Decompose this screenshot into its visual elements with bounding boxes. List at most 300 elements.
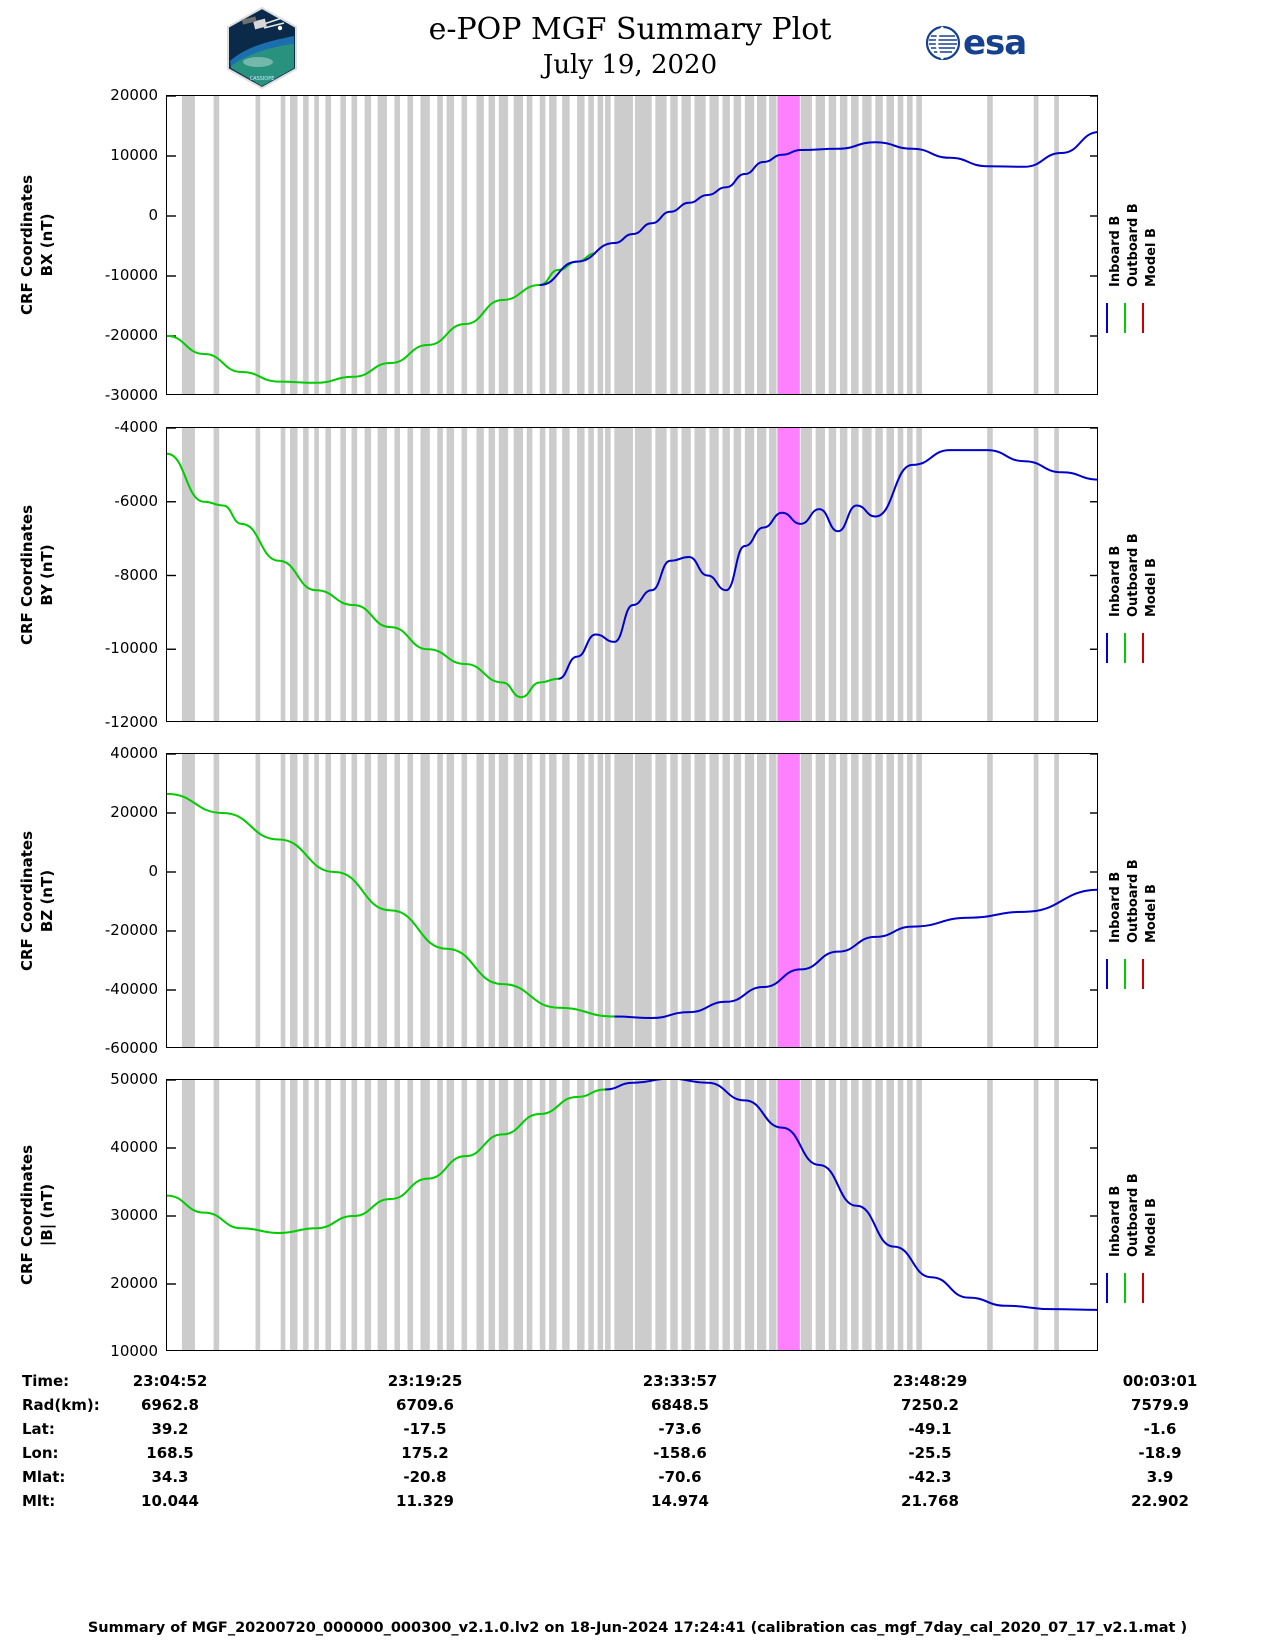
shading-band-gray bbox=[562, 1080, 569, 1351]
y-tick-label: -6000 bbox=[114, 491, 158, 510]
shading-band-gray bbox=[916, 754, 922, 1048]
table-cell: -25.5 bbox=[908, 1444, 952, 1462]
shading-band-gray bbox=[340, 428, 346, 722]
shading-band-magenta bbox=[777, 1080, 799, 1351]
shading-band-gray bbox=[499, 428, 508, 722]
shading-band-gray bbox=[670, 428, 677, 722]
shading-band-magenta bbox=[777, 96, 799, 395]
shading-band-gray bbox=[314, 96, 319, 395]
shading-band-gray bbox=[987, 96, 993, 395]
plot-area-1 bbox=[166, 427, 1098, 722]
table-row-label: Mlt: bbox=[22, 1492, 56, 1510]
shading-band-gray bbox=[598, 428, 604, 722]
shading-band-gray bbox=[421, 1080, 430, 1351]
shading-band-gray bbox=[851, 1080, 858, 1351]
legend-swatch-0 bbox=[1106, 1273, 1108, 1303]
plot-area-2 bbox=[166, 753, 1098, 1048]
shading-band-gray bbox=[816, 96, 825, 395]
shading-band-gray bbox=[447, 1080, 454, 1351]
shading-band-gray bbox=[655, 754, 666, 1048]
shading-band-gray bbox=[916, 1080, 922, 1351]
shading-band-gray bbox=[862, 96, 871, 395]
shading-band-gray bbox=[816, 754, 825, 1048]
table-row-label: Lat: bbox=[22, 1420, 55, 1438]
y-tick-label: 0 bbox=[148, 862, 158, 880]
shading-band-gray bbox=[801, 428, 812, 722]
shading-band-gray bbox=[987, 1080, 993, 1351]
shading-band-gray bbox=[407, 1080, 413, 1351]
shading-band-gray bbox=[462, 96, 468, 395]
y-tick-label: -4000 bbox=[114, 418, 158, 436]
y-axis-label: CRF Coordinates bbox=[18, 830, 36, 971]
table-cell: -158.6 bbox=[653, 1444, 707, 1462]
shading-band-gray bbox=[614, 754, 633, 1048]
table-cell: 11.329 bbox=[396, 1492, 454, 1510]
shading-band-gray bbox=[437, 428, 443, 722]
shading-band-gray bbox=[916, 428, 922, 722]
shading-band-gray bbox=[489, 96, 496, 395]
shading-band-gray bbox=[394, 96, 400, 395]
shading-band-gray bbox=[562, 96, 569, 395]
y-tick-label: 10000 bbox=[110, 146, 158, 164]
legend-swatch-1 bbox=[1124, 959, 1126, 989]
shading-band-gray bbox=[499, 1080, 508, 1351]
shading-band-gray bbox=[476, 1080, 483, 1351]
footer-text: Summary of MGF_20200720_000000_000300_v2.1.0.lv2 on 18-Jun-2024 17:24:41 (calibration cas_mgf_7day_cal_2020_07_17_v2.1.mat ) bbox=[87, 1620, 1188, 1636]
shading-band-gray bbox=[256, 428, 261, 722]
shading-band-gray bbox=[655, 96, 666, 395]
shading-band-gray bbox=[437, 96, 443, 395]
mission-patch-icon bbox=[222, 6, 302, 90]
shading-band-gray bbox=[709, 96, 718, 395]
shading-band-gray bbox=[840, 96, 847, 395]
shading-band-gray bbox=[281, 1080, 286, 1351]
shading-band-gray bbox=[840, 1080, 847, 1351]
shading-band-gray bbox=[655, 1080, 666, 1351]
y-tick-label: -10000 bbox=[104, 266, 158, 284]
table-cell: 7579.9 bbox=[1131, 1396, 1189, 1414]
shading-band-gray bbox=[907, 96, 913, 395]
y-tick-label: -20000 bbox=[104, 921, 158, 939]
plot-canvas-3 bbox=[167, 1080, 1098, 1351]
shading-band-gray bbox=[214, 754, 220, 1048]
legend-label-1: Outboard B bbox=[1126, 203, 1141, 287]
shading-band-gray bbox=[1034, 1080, 1039, 1351]
shading-band-gray bbox=[801, 96, 812, 395]
plot-area-3 bbox=[166, 1079, 1098, 1351]
y-tick-label: 20000 bbox=[110, 1274, 158, 1292]
shading-band-gray bbox=[214, 96, 220, 395]
shading-band-gray bbox=[447, 96, 454, 395]
y-axis-label: BZ (nT) bbox=[38, 869, 56, 932]
shading-band-gray bbox=[829, 428, 836, 722]
shading-band-gray bbox=[1034, 428, 1039, 722]
shading-band-gray bbox=[407, 754, 413, 1048]
y-axis-label: |B| (nT) bbox=[38, 1183, 56, 1247]
shading-band-gray bbox=[887, 96, 894, 395]
y-tick-label: 40000 bbox=[110, 1138, 158, 1156]
shading-band-gray bbox=[816, 428, 825, 722]
shading-band-gray bbox=[695, 754, 706, 1048]
shading-band-gray bbox=[816, 1080, 825, 1351]
shading-band-gray bbox=[447, 428, 454, 722]
shading-band-gray bbox=[540, 428, 546, 722]
shading-band-gray bbox=[256, 754, 261, 1048]
legend-swatch-0 bbox=[1106, 633, 1108, 663]
shading-band-gray bbox=[757, 754, 766, 1048]
shading-band-gray bbox=[745, 1080, 754, 1351]
shading-band-gray bbox=[527, 428, 533, 722]
shading-band-gray bbox=[588, 1080, 594, 1351]
shading-band-gray bbox=[681, 428, 690, 722]
shading-band-gray bbox=[394, 428, 400, 722]
shading-band-gray bbox=[898, 96, 904, 395]
y-axis-label: CRF Coordinates bbox=[18, 504, 36, 645]
legend-label-0: Inboard B bbox=[1108, 1185, 1123, 1257]
table-cell: 6848.5 bbox=[651, 1396, 709, 1414]
shading-band-gray bbox=[476, 428, 483, 722]
legend-label-1: Outboard B bbox=[1126, 1173, 1141, 1257]
shading-band-gray bbox=[549, 754, 556, 1048]
shading-band-gray bbox=[182, 754, 195, 1048]
shading-band-gray bbox=[681, 754, 690, 1048]
shading-band-gray bbox=[365, 428, 372, 722]
shading-band-gray bbox=[745, 428, 754, 722]
table-cell: 6962.8 bbox=[141, 1396, 199, 1414]
shading-band-gray bbox=[281, 428, 286, 722]
shading-band-gray bbox=[670, 1080, 677, 1351]
shading-band-gray bbox=[875, 1080, 882, 1351]
table-row-label: Mlat: bbox=[22, 1468, 66, 1486]
shading-band-gray bbox=[421, 428, 430, 722]
legend-label-0: Inboard B bbox=[1108, 545, 1123, 617]
shading-band-gray bbox=[875, 754, 882, 1048]
shading-band-gray bbox=[378, 754, 387, 1048]
shading-band-gray bbox=[887, 428, 894, 722]
shading-band-gray bbox=[290, 754, 297, 1048]
shading-band-gray bbox=[916, 96, 922, 395]
legend-swatch-2 bbox=[1142, 959, 1144, 989]
shading-band-gray bbox=[614, 96, 633, 395]
table-cell: 34.3 bbox=[151, 1468, 189, 1486]
shading-band-gray bbox=[801, 1080, 812, 1351]
y-tick-label: -8000 bbox=[114, 565, 158, 584]
shading-band-gray bbox=[325, 754, 331, 1048]
y-tick-label: 50000 bbox=[110, 1070, 158, 1088]
shading-band-gray bbox=[378, 96, 387, 395]
legend-label-1: Outboard B bbox=[1126, 858, 1141, 943]
title-main: e-POP MGF Summary Plot bbox=[428, 12, 832, 47]
y-tick-label: -10000 bbox=[104, 639, 158, 658]
table-cell: -1.6 bbox=[1143, 1420, 1177, 1438]
shading-band-gray bbox=[290, 1080, 297, 1351]
shading-band-gray bbox=[1054, 96, 1059, 395]
y-tick-label: 10000 bbox=[110, 1342, 158, 1360]
plot-canvas-2 bbox=[167, 754, 1098, 1048]
shading-band-gray bbox=[352, 754, 358, 1048]
table-cell: 23:19:25 bbox=[387, 1372, 463, 1390]
shading-band-gray bbox=[734, 1080, 741, 1351]
shading-band-gray bbox=[407, 428, 413, 722]
shading-band-gray bbox=[907, 1080, 913, 1351]
legend-label-2: Model B bbox=[1144, 228, 1159, 287]
table-cell: 23:48:29 bbox=[892, 1372, 968, 1390]
plot-canvas-0 bbox=[167, 96, 1098, 395]
table-cell: 39.2 bbox=[151, 1420, 189, 1438]
shading-band-gray bbox=[489, 754, 496, 1048]
shading-band-gray bbox=[709, 428, 718, 722]
y-tick-label: 0 bbox=[148, 206, 158, 224]
shading-band-gray bbox=[365, 1080, 372, 1351]
shading-band-gray bbox=[907, 428, 913, 722]
shading-band-gray bbox=[256, 96, 261, 395]
table-cell: 7250.2 bbox=[901, 1396, 959, 1414]
table-cell: -49.1 bbox=[908, 1420, 952, 1438]
shading-band-gray bbox=[378, 1080, 387, 1351]
shading-band-gray bbox=[182, 1080, 195, 1351]
table-cell: 14.974 bbox=[651, 1492, 709, 1510]
y-axis-label: BX (nT) bbox=[38, 213, 56, 277]
plot-panel-0 bbox=[0, 86, 1275, 404]
legend-label-2: Model B bbox=[1144, 1198, 1159, 1257]
shading-band-gray bbox=[605, 1080, 611, 1351]
shading-band-gray bbox=[588, 96, 594, 395]
shading-band-gray bbox=[577, 428, 584, 722]
table-cell: 21.768 bbox=[901, 1492, 959, 1510]
shading-band-gray bbox=[635, 96, 652, 395]
legend-swatch-1 bbox=[1124, 633, 1126, 663]
shading-band-gray bbox=[549, 1080, 556, 1351]
shading-band-gray bbox=[549, 428, 556, 722]
shading-band-gray bbox=[851, 754, 858, 1048]
shading-band-gray bbox=[757, 428, 766, 722]
shading-band-gray bbox=[907, 754, 913, 1048]
table-cell: -18.9 bbox=[1138, 1444, 1182, 1462]
shading-band-gray bbox=[875, 428, 882, 722]
shading-band-gray bbox=[598, 754, 604, 1048]
shading-band-gray bbox=[851, 428, 858, 722]
plot-area-0 bbox=[166, 95, 1098, 395]
legend-swatch-2 bbox=[1142, 633, 1144, 663]
shading-band-gray bbox=[437, 754, 443, 1048]
shading-band-gray bbox=[635, 754, 652, 1048]
shading-band-gray bbox=[214, 428, 220, 722]
shading-band-gray bbox=[987, 428, 993, 722]
shading-band-gray bbox=[577, 1080, 584, 1351]
shading-band-gray bbox=[898, 1080, 904, 1351]
shading-band-gray bbox=[549, 96, 556, 395]
y-tick-label: -12000 bbox=[104, 713, 158, 731]
table-cell: 10.044 bbox=[141, 1492, 199, 1510]
shading-band-gray bbox=[314, 1080, 319, 1351]
shading-band-gray bbox=[722, 754, 729, 1048]
legend-label-1: Outboard B bbox=[1126, 532, 1141, 617]
shading-band-gray bbox=[514, 1080, 523, 1351]
shading-band-gray bbox=[588, 428, 594, 722]
shading-band-gray bbox=[352, 428, 358, 722]
shading-band-gray bbox=[499, 754, 508, 1048]
shading-band-gray bbox=[421, 754, 430, 1048]
shading-band-gray bbox=[862, 428, 871, 722]
shading-band-gray bbox=[801, 754, 812, 1048]
shading-band-gray bbox=[314, 428, 319, 722]
y-tick-label: -20000 bbox=[104, 326, 158, 344]
shading-band-gray bbox=[829, 1080, 836, 1351]
legend-swatch-2 bbox=[1142, 1273, 1144, 1303]
shading-band-magenta bbox=[777, 428, 799, 722]
shading-band-gray bbox=[769, 1080, 776, 1351]
shading-band-gray bbox=[462, 754, 468, 1048]
series-line-outboard-b bbox=[167, 794, 614, 1017]
shading-band-gray bbox=[476, 754, 483, 1048]
legend-label-2: Model B bbox=[1144, 557, 1159, 617]
shading-band-gray bbox=[314, 754, 319, 1048]
legend-label-0: Inboard B bbox=[1108, 871, 1123, 943]
shading-band-gray bbox=[840, 428, 847, 722]
shading-band-gray bbox=[527, 96, 533, 395]
y-tick-label: -30000 bbox=[104, 386, 158, 404]
table-cell: -70.6 bbox=[658, 1468, 702, 1486]
y-axis-label: BY (nT) bbox=[38, 543, 56, 606]
shading-band-gray bbox=[635, 1080, 652, 1351]
table-row bbox=[0, 1420, 1275, 1444]
shading-band-gray bbox=[489, 1080, 496, 1351]
shading-band-gray bbox=[325, 1080, 331, 1351]
shading-band-gray bbox=[598, 1080, 604, 1351]
legend-swatch-0 bbox=[1106, 303, 1108, 333]
page-header bbox=[0, 0, 1275, 90]
legend-label-0: Inboard B bbox=[1108, 215, 1123, 287]
table-cell: 3.9 bbox=[1146, 1468, 1174, 1486]
shading-band-gray bbox=[709, 1080, 718, 1351]
shading-band-gray bbox=[734, 754, 741, 1048]
shading-band-gray bbox=[695, 1080, 706, 1351]
shading-band-gray bbox=[514, 754, 523, 1048]
shading-band-gray bbox=[1034, 96, 1039, 395]
table-cell: -20.8 bbox=[403, 1468, 447, 1486]
table-cell: 168.5 bbox=[146, 1444, 194, 1462]
shading-band-gray bbox=[340, 754, 346, 1048]
shading-band-gray bbox=[421, 96, 430, 395]
shading-band-gray bbox=[769, 428, 776, 722]
esa-logo bbox=[925, 22, 1045, 64]
y-axis-label: CRF Coordinates bbox=[18, 175, 36, 315]
table-cell: -73.6 bbox=[658, 1420, 702, 1438]
shading-band-gray bbox=[670, 96, 677, 395]
shading-band-gray bbox=[527, 1080, 533, 1351]
shading-band-gray bbox=[875, 96, 882, 395]
shading-band-gray bbox=[840, 754, 847, 1048]
y-tick-label: 20000 bbox=[110, 803, 158, 821]
shading-band-gray bbox=[605, 754, 611, 1048]
shading-band-gray bbox=[670, 754, 677, 1048]
table-cell: 23:04:52 bbox=[132, 1372, 208, 1390]
shading-band-gray bbox=[588, 754, 594, 1048]
shading-band-gray bbox=[614, 1080, 633, 1351]
shading-band-gray bbox=[722, 96, 729, 395]
shading-band-gray bbox=[462, 428, 468, 722]
table-row-label: Time: bbox=[22, 1372, 70, 1390]
table-cell: 22.902 bbox=[1131, 1492, 1189, 1510]
shading-band-gray bbox=[614, 428, 633, 722]
shading-band-gray bbox=[829, 96, 836, 395]
shading-band-gray bbox=[987, 754, 993, 1048]
shading-band-gray bbox=[325, 96, 331, 395]
shading-band-gray bbox=[577, 754, 584, 1048]
shading-band-gray bbox=[499, 96, 508, 395]
page-title bbox=[320, 12, 940, 82]
shading-band-gray bbox=[1054, 754, 1059, 1048]
shading-band-gray bbox=[514, 428, 523, 722]
shading-band-gray bbox=[281, 754, 286, 1048]
shading-band-gray bbox=[722, 1080, 729, 1351]
shading-band-gray bbox=[681, 96, 690, 395]
shading-band-gray bbox=[862, 754, 871, 1048]
shading-band-gray bbox=[757, 96, 766, 395]
shading-band-gray bbox=[256, 1080, 261, 1351]
shading-band-gray bbox=[605, 428, 611, 722]
table-row bbox=[0, 1396, 1275, 1420]
shading-band-gray bbox=[1034, 754, 1039, 1048]
shading-band-gray bbox=[769, 754, 776, 1048]
table-cell: -17.5 bbox=[403, 1420, 447, 1438]
shading-band-gray bbox=[437, 1080, 443, 1351]
shading-band-gray bbox=[527, 754, 533, 1048]
shading-band-gray bbox=[1054, 1080, 1059, 1351]
shading-band-gray bbox=[394, 754, 400, 1048]
shading-band-gray bbox=[303, 754, 309, 1048]
shading-band-gray bbox=[476, 96, 483, 395]
ephemeris-table bbox=[0, 1372, 1275, 1516]
legend-label-2: Model B bbox=[1144, 883, 1159, 943]
shading-band-gray bbox=[462, 1080, 468, 1351]
table-cell: 00:03:01 bbox=[1122, 1372, 1198, 1390]
shading-band-gray bbox=[365, 96, 372, 395]
shading-band-gray bbox=[635, 428, 652, 722]
esa-wordmark: esa bbox=[963, 23, 1027, 63]
shading-band-gray bbox=[514, 96, 523, 395]
shading-band-gray bbox=[562, 754, 569, 1048]
table-cell: 175.2 bbox=[401, 1444, 449, 1462]
table-cell: 23:33:57 bbox=[642, 1372, 718, 1390]
table-cell: 6709.6 bbox=[396, 1396, 454, 1414]
shading-band-gray bbox=[681, 1080, 690, 1351]
y-tick-label: 20000 bbox=[110, 86, 158, 104]
shading-band-gray bbox=[325, 428, 331, 722]
shading-band-gray bbox=[340, 96, 346, 395]
shading-band-gray bbox=[290, 96, 297, 395]
table-row bbox=[0, 1492, 1275, 1516]
y-tick-label: 30000 bbox=[110, 1206, 158, 1224]
shading-band-gray bbox=[540, 96, 546, 395]
shading-band-gray bbox=[695, 96, 706, 395]
y-tick-label: -60000 bbox=[104, 1039, 158, 1057]
shading-band-gray bbox=[851, 96, 858, 395]
table-cell: -42.3 bbox=[908, 1468, 952, 1486]
shading-band-gray bbox=[829, 754, 836, 1048]
shading-band-gray bbox=[577, 96, 584, 395]
shading-band-gray bbox=[722, 428, 729, 722]
shading-band-gray bbox=[745, 96, 754, 395]
legend-swatch-2 bbox=[1142, 303, 1144, 333]
shading-band-gray bbox=[352, 96, 358, 395]
shading-band-gray bbox=[540, 1080, 546, 1351]
shading-band-gray bbox=[447, 754, 454, 1048]
shading-band-gray bbox=[887, 1080, 894, 1351]
shading-band-gray bbox=[303, 428, 309, 722]
shading-band-gray bbox=[562, 428, 569, 722]
table-row bbox=[0, 1444, 1275, 1468]
